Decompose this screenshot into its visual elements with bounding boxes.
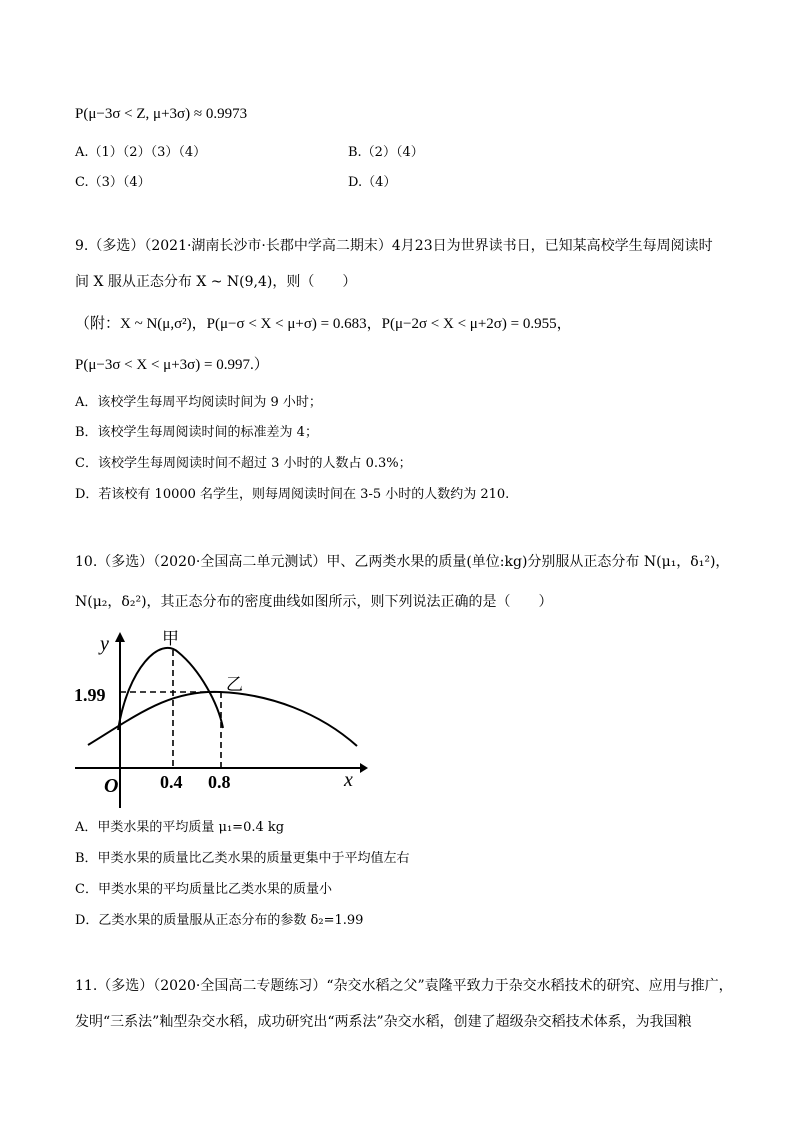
q8-option-a[interactable]: A.（1）（2）（3）（4）: [75, 145, 207, 160]
curve-yi-label: 乙: [226, 675, 243, 694]
q8-option-d[interactable]: D.（4）: [348, 175, 397, 190]
x-axis-label: x: [344, 769, 353, 791]
q10-option-c[interactable]: C．甲类水果的平均质量比乙类水果的质量小: [75, 882, 332, 897]
y-axis-label: y: [100, 633, 109, 655]
q10-stem-line1: 10.（多选）（2020·全国高二单元测试）甲、乙两类水果的质量(单位:kg)分别服从正态分布 N(μ₁，δ₁²)，: [75, 554, 730, 570]
q9-note-line1: （附：X ~ N(μ,σ²)，P(μ−σ < X < μ+σ) = 0.683，P(μ−2σ < X < μ+2σ) = 0.955，: [75, 316, 572, 332]
q10-option-d[interactable]: D．乙类水果的质量服从正态分布的参数 δ₂=1.99: [75, 913, 364, 928]
q11-line1: 11.（多选）（2020·全国高二专题练习）“杂交水稻之父”袁隆平致力于杂交水稻技术的研究、应用与推广，: [75, 978, 733, 994]
y-tick-1.99: 1.99: [74, 685, 106, 705]
curve-jia-label: 甲: [162, 629, 179, 648]
x-tick-0.8: 0.8: [208, 772, 231, 792]
q8-option-b[interactable]: B.（2）（4）: [348, 145, 424, 160]
q10-option-b[interactable]: B．甲类水果的质量比乙类水果的质量更集中于平均值左右: [75, 851, 410, 866]
x-tick-0.4: 0.4: [160, 772, 183, 792]
origin-label: O: [104, 775, 119, 797]
q9-option-b[interactable]: B．该校学生每周阅读时间的标准差为 4；: [75, 425, 318, 440]
q9-note-line2: P(μ−3σ < X < μ+3σ) = 0.997.）: [75, 357, 269, 373]
q8-formula: P(μ−3σ < Z, μ+3σ) ≈ 0.9973: [75, 106, 248, 122]
y-axis-arrow-icon: [115, 632, 125, 642]
q9-stem-line2: 间 X 服从正态分布 X ~ N(9,4)，则（ ）: [75, 274, 357, 290]
q9-option-c[interactable]: C．该校学生每周阅读时间不超过 3 小时的人数占 0.3%；: [75, 456, 412, 471]
q9-option-a[interactable]: A．该校学生每周平均阅读时间为 9 小时；: [75, 395, 322, 410]
q9-option-d[interactable]: D．若该校有 10000 名学生，则每周阅读时间在 3-5 小时的人数约为 210.: [75, 487, 510, 502]
q8-option-c[interactable]: C.（3）（4）: [75, 175, 151, 190]
curve-yi: [88, 692, 357, 746]
q9-stem-line1: 9.（多选）（2021·湖南长沙市·长郡中学高二期末）4月23日为世界读书日，已知某高校学生每周阅读时: [75, 238, 713, 254]
x-axis-arrow-icon: [360, 763, 368, 773]
q10-option-a[interactable]: A．甲类水果的平均质量 μ₁=0.4 kg: [75, 820, 285, 835]
q11-line2: 发明“三系法”籼型杂交水稻，成功研究出“两系法”杂交水稻，创建了超级杂交稻技术体系，为我国粮: [75, 1014, 692, 1030]
q10-stem-line2: N(μ₂，δ₂²)，其正态分布的密度曲线如图所示，则下列说法正确的是（ ）: [75, 594, 553, 610]
normal-density-graph: [70, 628, 370, 813]
